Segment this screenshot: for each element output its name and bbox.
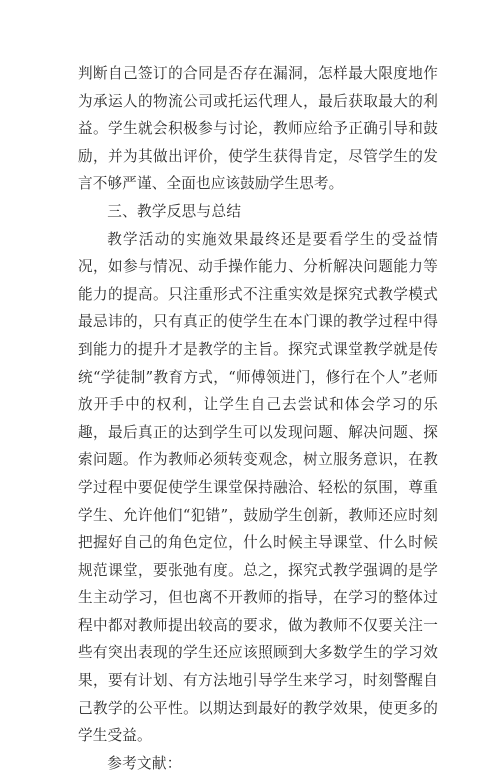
section-heading: 三、教学反思与总结	[107, 202, 242, 220]
paragraph-continued: 判断自己签订的合同是否存在漏洞，怎样最大限度地作为承运人的物流公司或托运代理人，最后获取最大的利益。学生就会积极参与讨论，教师应给予正确引导和鼓励，并为其做出评价，使学生获得肯定，尽管学生的发言不够严谨、全面也应该鼓励学生思考。	[78, 65, 438, 193]
document-page	[78, 60, 438, 777]
paragraph-reflection: 教学活动的实施效果最终还是要看学生的受益情况，如参与情况、动手操作能力、分析解决问题能力等能力的提高。只注重形式不注重实效是探究式教学模式最忌讳的，只有真正的使学生在本门课的教学过程中得到能力的提升才是教学的主旨。探究式课堂教学就是传统“学徒制”教育方式，“师傅领进门，修行在个人”老师放开手中的权利，让学生自己去尝试和体会学习的乐趣，最后真正的达到学生可以发现问题、解决问题、探索问题。作为教师必须转变观念，树立服务意识，在教学过程中要促使学生课堂保持融洽、轻松的氛围，尊重学生、允许他们“犯错”，鼓励学生创新，教师还应时刻把握好自己的角色定位，什么时候主导课堂、什么时候规范课堂，要张弛有度。总之，探究式教学强调的是学生主动学习，但也离不开教师的指导，在学习的整体过程中都对教师提出较高的要求，做为教师不仅要关注一些有突出表现的学生还应该照顾到大多数学生的学习效果，要有计划、有方法地引导学生来学习，时刻警醒自己教学的公平性。以期达到最好的教学效果，使更多的学生受益。	[78, 230, 438, 745]
references-label: 参考文献：	[107, 754, 182, 772]
